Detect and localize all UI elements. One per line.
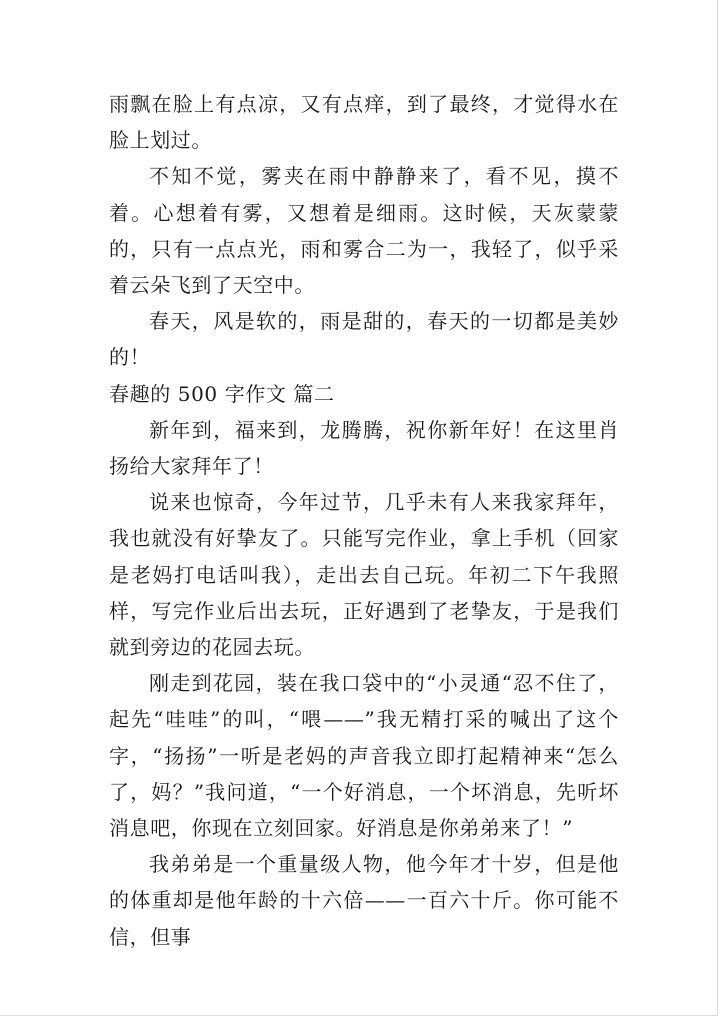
paragraph-phone-call: 刚走到花园，装在我口袋中的“小灵通“忍不住了，起先“哇哇”的叫，“喂——”我无精打采的喊出了这个字，“扬扬”一听是老妈的声音我立即打起精神来“怎么了，妈？”我问道，“一个好消息，一个坏消息，先听坏消息吧，你现在立刻回家。好消息是你弟弟来了！” (109, 671, 619, 841)
paragraph-little-brother: 我弟弟是一个重量级人物，他今年才十岁，但是他的体重却是他年龄的十六倍——一百六十斤。你可能不信，但事 (109, 852, 619, 949)
paragraph-rain-on-face: 雨飘在脸上有点凉，又有点痒，到了最终，才觉得水在脸上划过。 (109, 92, 619, 153)
paragraph-no-visitors: 说来也惊奇，今年过节，几乎未有人来我家拜年，我也就没有好挚友了。只能写完作业，拿上手机（回家是老妈打电话叫我），走出去自己玩。年初二下午我照样，写完作业后出去玩，正好遇到了老挚友，于是我们就到旁边的花园去玩。 (109, 490, 619, 660)
paragraph-new-year-greeting: 新年到，福来到，龙腾腾，祝你新年好！在这里肖扬给大家拜年了！ (109, 417, 619, 479)
document-body (109, 86, 619, 955)
paragraph-fog-and-rain: 不知不觉，雾夹在雨中静静来了，看不见，摸不着。心想着有雾，又想着是细雨。这时候，天灰蒙蒙的，只有一点点光，雨和雾合二为一，我轻了，似乎采着云朵飞到了天空中。 (109, 164, 619, 298)
section-heading: 春趣的 500 字作文 篇二 (109, 381, 335, 406)
paragraph-spring-summary: 春天，风是软的，雨是甜的，春天的一切都是美妙的！ (109, 309, 619, 370)
